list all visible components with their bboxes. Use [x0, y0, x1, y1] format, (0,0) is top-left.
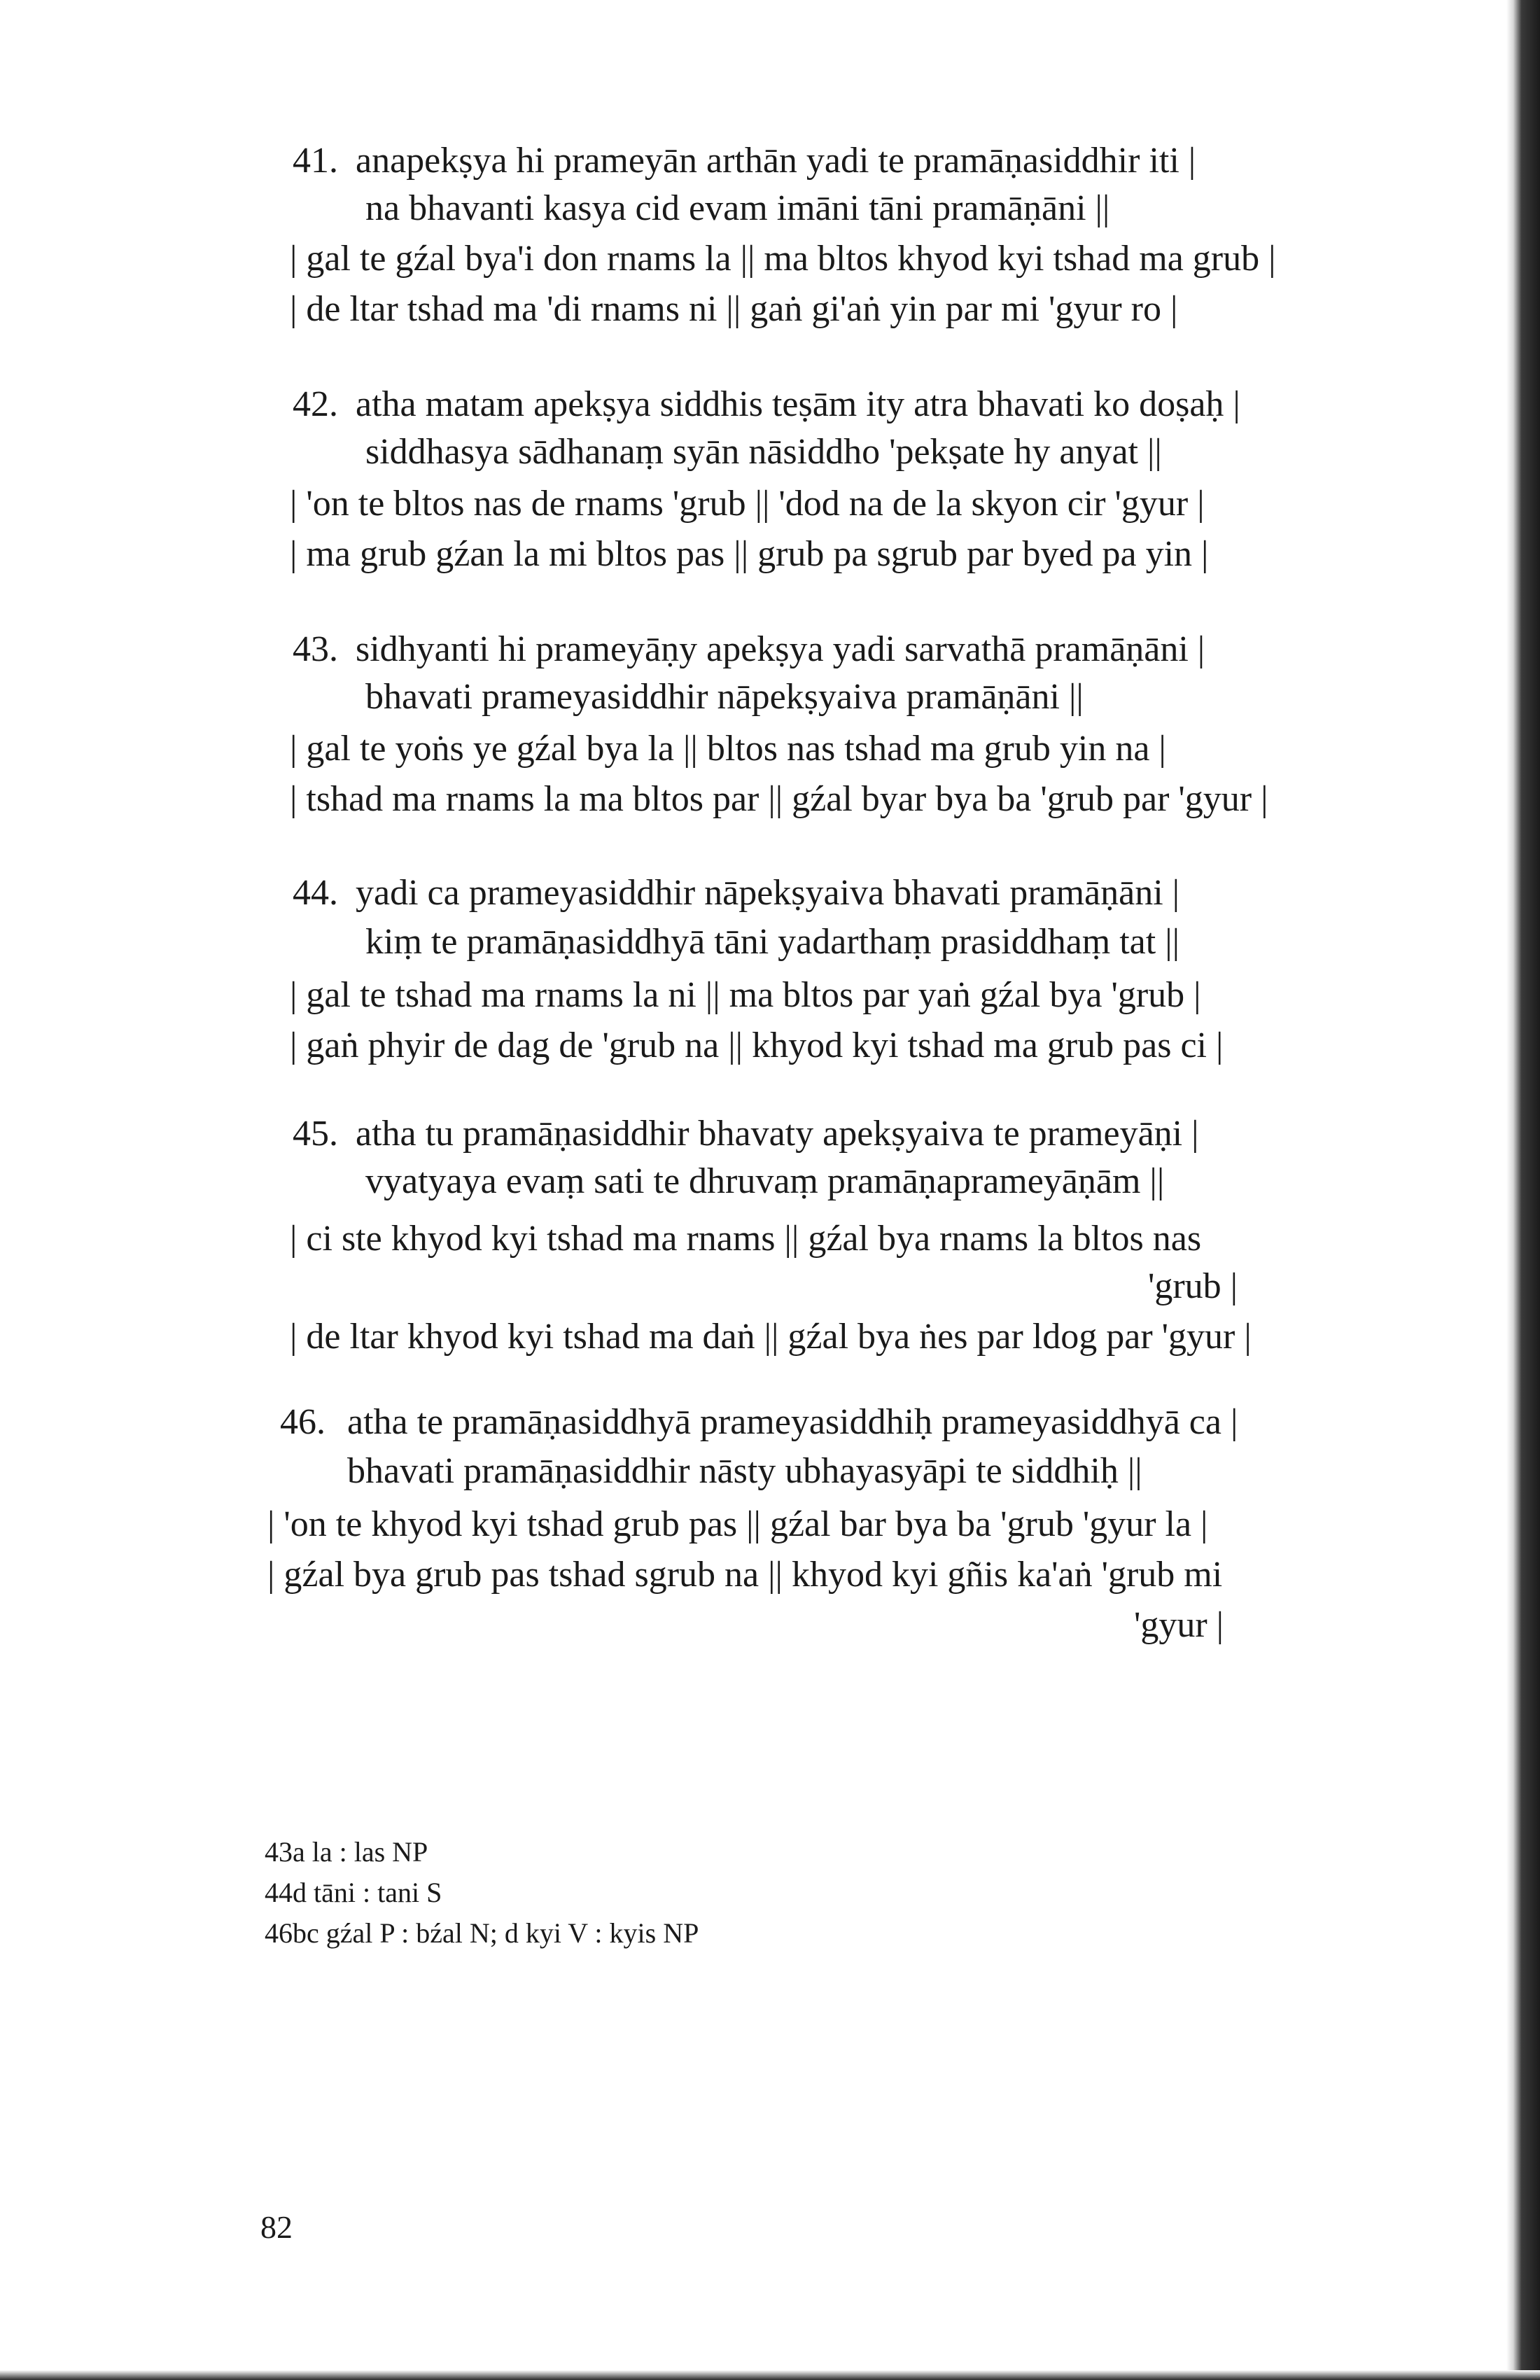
- page-edge-shadow: [1506, 0, 1540, 2380]
- footnote: 46bc gźal P : bźal N; d kyi V : kyis NP: [265, 1917, 699, 1949]
- verse-number: 44.: [293, 873, 338, 913]
- verse-number: 45.: [293, 1114, 338, 1154]
- tibetan-line-1: | ci ste khyod kyi tshad ma rnams || gźal bya rnams la bltos nas: [290, 1219, 1202, 1259]
- page-bottom-edge: [0, 2370, 1540, 2380]
- footnote: 44d tāni : tani S: [265, 1877, 442, 1908]
- tibetan-line-2: | de ltar tshad ma 'di rnams ni || gaṅ gi'aṅ yin par mi 'gyur ro |: [290, 289, 1178, 329]
- tibetan-line-2-continuation: 'gyur |: [1134, 1605, 1224, 1645]
- sanskrit-line-1: sidhyanti hi prameyāṇy apekṣya yadi sarvathā pramāṇāni |: [356, 629, 1205, 669]
- verse-number: 43.: [293, 629, 338, 669]
- verse-number: 46.: [280, 1402, 326, 1442]
- tibetan-line-2: | gźal bya grub pas tshad sgrub na || khyod kyi gñis ka'aṅ 'grub mi: [267, 1555, 1223, 1595]
- sanskrit-line-2: siddhasya sādhanaṃ syān nāsiddho 'pekṣate hy anyat ||: [365, 432, 1162, 472]
- page-number: 82: [260, 2209, 293, 2245]
- sanskrit-line-1: atha matam apekṣya siddhis teṣām ity atra bhavati ko doṣaḥ |: [356, 384, 1240, 424]
- sanskrit-line-2: vyatyaya evaṃ sati te dhruvaṃ pramāṇaprameyāṇām ||: [365, 1161, 1165, 1201]
- tibetan-line-1: | gal te tshad ma rnams la ni || ma bltos par yaṅ gźal bya 'grub |: [290, 975, 1201, 1015]
- tibetan-line-1: | gal te gźal bya'i don rnams la || ma bltos khyod kyi tshad ma grub |: [290, 239, 1276, 279]
- tibetan-line-1: | 'on te bltos nas de rnams 'grub || 'dod na de la skyon cir 'gyur |: [290, 484, 1205, 524]
- footnote: 43a la : las NP: [265, 1836, 428, 1868]
- sanskrit-line-1: yadi ca prameyasiddhir nāpekṣyaiva bhavati pramāṇāni |: [356, 873, 1180, 913]
- verse-number: 42.: [293, 384, 338, 424]
- tibetan-line-2: | de ltar khyod kyi tshad ma daṅ || gźal bya ṅes par ldog par 'gyur |: [290, 1317, 1252, 1357]
- sanskrit-line-1: atha tu pramāṇasiddhir bhavaty apekṣyaiva te prameyāṇi |: [356, 1114, 1199, 1154]
- sanskrit-line-2: na bhavanti kasya cid evam imāni tāni pramāṇāni ||: [365, 188, 1110, 228]
- tibetan-line-1: | 'on te khyod kyi tshad grub pas || gźal bar bya ba 'grub 'gyur la |: [267, 1504, 1208, 1544]
- sanskrit-line-1: atha te pramāṇasiddhyā prameyasiddhiḥ prameyasiddhyā ca |: [347, 1402, 1238, 1442]
- verse-number: 41.: [293, 141, 338, 181]
- sanskrit-line-2: bhavati pramāṇasiddhir nāsty ubhayasyāpi te siddhiḥ ||: [347, 1451, 1142, 1491]
- sanskrit-line-2: bhavati prameyasiddhir nāpekṣyaiva pramāṇāni ||: [365, 677, 1084, 717]
- tibetan-line-2: | tshad ma rnams la ma bltos par || gźal byar bya ba 'grub par 'gyur |: [290, 779, 1268, 819]
- tibetan-line-1-continuation: 'grub |: [1148, 1266, 1238, 1306]
- tibetan-line-2: | ma grub gźan la mi bltos pas || grub pa sgrub par byed pa yin |: [290, 534, 1209, 574]
- sanskrit-line-1: anapekṣya hi prameyān arthān yadi te pramāṇasiddhir iti |: [356, 141, 1196, 181]
- tibetan-line-2: | gaṅ phyir de dag de 'grub na || khyod kyi tshad ma grub pas ci |: [290, 1026, 1224, 1065]
- sanskrit-line-2: kiṃ te pramāṇasiddhyā tāni yadarthaṃ prasiddhaṃ tat ||: [365, 922, 1180, 962]
- tibetan-line-1: | gal te yoṅs ye gźal bya la || bltos nas tshad ma grub yin na |: [290, 729, 1166, 769]
